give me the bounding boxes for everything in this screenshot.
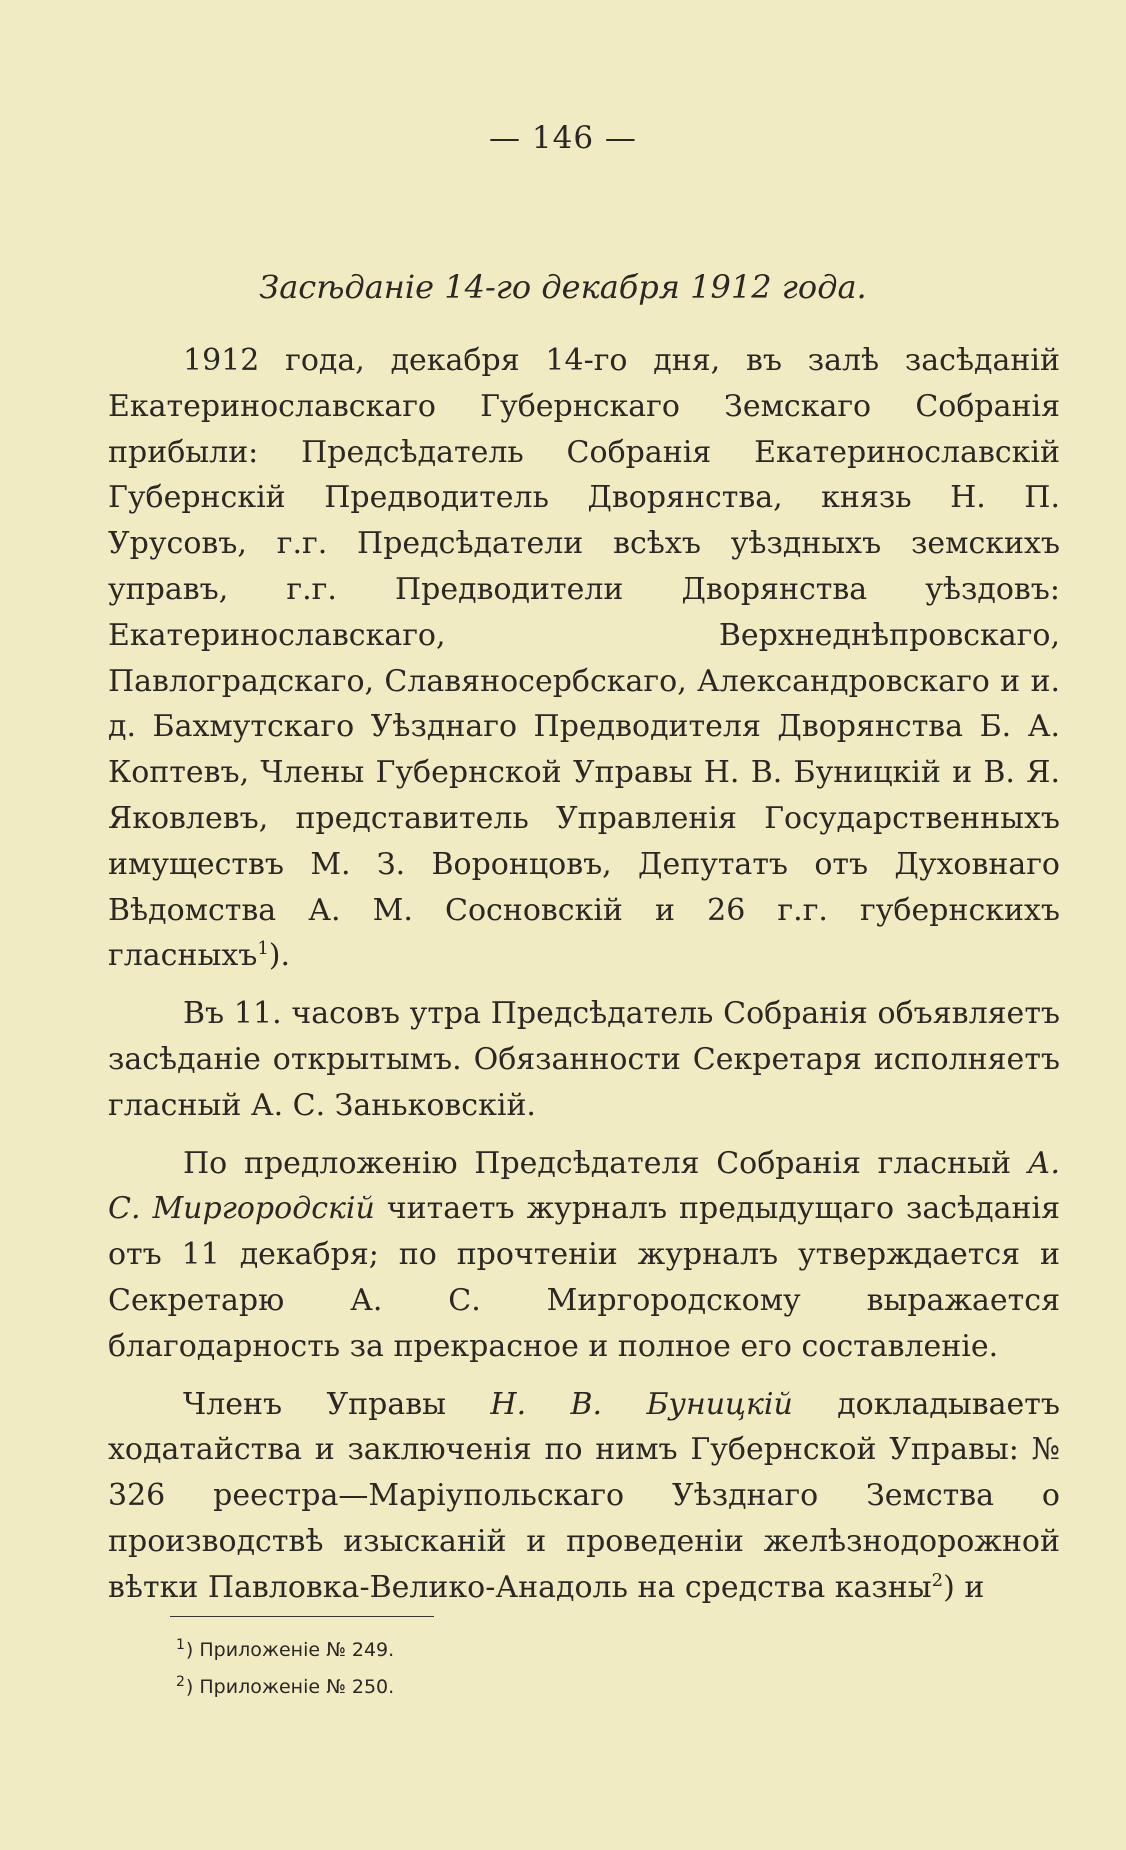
page-number: — 146 —: [489, 120, 637, 156]
footnote-1-marker: 1: [176, 1636, 185, 1653]
paragraph-1: [108, 338, 1060, 979]
person-name-bunitsky: Н. В. Буницкій: [490, 1386, 793, 1422]
paragraph-3-start: По предложенію Предсѣдателя Собранія гласный: [183, 1145, 1011, 1181]
footnote-1: [176, 1632, 394, 1669]
footnotes: [176, 1632, 394, 1706]
paragraph-2-text: Въ 11. часовъ утра Предсѣдатель Собранія объявляетъ засѣданіе открытымъ. Обязанности Секретаря исполняетъ гласный А. С. Заньковскій.: [108, 996, 1060, 1123]
paragraph-4-rest: докладываетъ ходатайства и заключенія по нимъ Губернской Управы: № 326 реестра—Маріупольскаго Уѣзднаго Земства о производствѣ изысканій и проведеніи желѣзнодорожной вѣтки Павловка-Велико-Анадоль на средства казны: [108, 1386, 1060, 1605]
paragraph-4-end: ) и: [943, 1569, 985, 1605]
footnote-ref-2: 2: [931, 1569, 944, 1591]
paragraph-1-text: 1912 года, декабря 14-го дня, въ залѣ засѣданій Екатеринославскаго Губернскаго Земскаго Собранія прибыли: Предсѣдатель Собранія Екатеринославскій Губернскій Предводитель Дворянства, князь Н. П. Урусовъ, г.г. Предсѣдатели всѣхъ уѣздныхъ земскихъ управъ, г.г. Предводители Дворянства уѣздовъ: Екатеринославскаго, Верхнеднѣпровскаго, Павлоградскаго, Славяносербскаго, Александровскаго и и. д. Бахмутскаго Уѣзднаго Предводителя Дворянства Б. А. Коптевъ, Члены Губернской Управы Н. В. Буницкій и В. Я. Яковлевъ, представитель Управленія Государственныхъ имуществъ М. З. Воронцовъ, Депутатъ отъ Духовнаго Вѣдомства А. М. Сосновскій и 26 г.г. губернскихъ гласныхъ: [108, 343, 1060, 974]
paragraph-4-start: Членъ Управы: [183, 1386, 447, 1422]
footnote-2-marker: 2: [176, 1673, 185, 1690]
footnote-ref-1: 1: [257, 938, 269, 960]
paragraph-1-end: ).: [268, 938, 291, 974]
person-name-mirgorodsky: А. С. Миргородскій: [108, 1145, 1060, 1227]
section-title: Засѣданіе 14-го декабря 1912 года.: [259, 268, 867, 306]
footnote-2: [176, 1669, 394, 1706]
footnote-2-text: ) Приложеніе № 250.: [185, 1676, 395, 1698]
body-text: [108, 338, 1060, 1623]
paragraph-3-rest: читаетъ журналъ предыдущаго засѣданія отъ 11 декабря; по прочтеніи журналъ утверждается и Секретарю А. С. Миргородскому выражается благодарность за прекрасное и полное его составленіе.: [108, 1191, 1060, 1364]
paragraph-4: [108, 1382, 1060, 1611]
footnote-divider: [170, 1616, 434, 1617]
paragraph-2: [108, 991, 1060, 1128]
paragraph-3: [108, 1141, 1060, 1370]
footnote-1-text: ) Приложеніе № 249.: [185, 1639, 395, 1661]
